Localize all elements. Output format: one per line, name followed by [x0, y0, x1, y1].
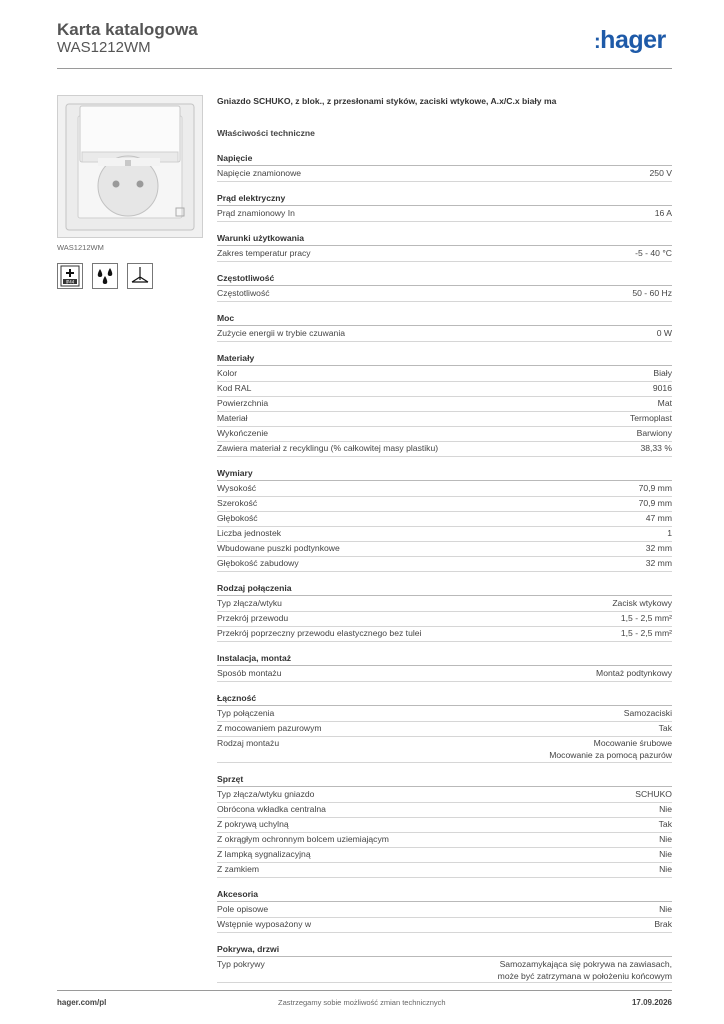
spec-value — [632, 287, 672, 299]
spec-row — [217, 167, 672, 182]
header-divider — [57, 68, 672, 69]
spec-value — [624, 707, 672, 719]
spec-value-line: -5 - 40 °C — [635, 248, 672, 258]
spec-value — [653, 382, 672, 394]
spec-value-line: Montaż podtynkowy — [596, 668, 672, 678]
spec-section — [217, 888, 672, 933]
spec-value-line: Nie — [659, 848, 672, 859]
spec-value — [646, 557, 672, 569]
spec-row — [217, 247, 672, 262]
ip-rating-icon — [57, 263, 83, 289]
spec-value-line: Nie — [659, 863, 672, 874]
spec-row — [217, 803, 672, 818]
spec-value-line: Tak — [658, 818, 672, 829]
spec-label: Zawiera materiał z recyklingu (% całkowitej masy plastiku) — [217, 443, 439, 453]
spec-section — [217, 232, 672, 262]
water-drops-icon — [92, 263, 118, 289]
spec-value — [659, 863, 672, 875]
certification-icons — [57, 263, 153, 289]
spec-value — [659, 833, 672, 845]
spec-value-line: 70,9 mm — [638, 498, 672, 508]
section-title: Łączność — [217, 692, 672, 706]
spec-value-line: Mocowanie za pomocą pazurów — [549, 750, 672, 760]
spec-value-line: Samozaciski — [623, 708, 672, 718]
spec-value — [646, 542, 672, 554]
spec-value — [667, 527, 672, 539]
section-title: Pokrywa, drzwi — [217, 943, 672, 957]
section-title: Rodzaj połączenia — [217, 582, 672, 596]
section-title: Częstotliwość — [217, 272, 672, 286]
spec-row — [217, 788, 672, 803]
spec-value-line: 32 mm — [645, 558, 672, 568]
footer-date: 17.09.2026 — [631, 998, 672, 1007]
product-image — [57, 95, 203, 238]
spec-value — [612, 597, 672, 609]
spec-row — [217, 527, 672, 542]
spec-section — [217, 467, 672, 572]
specifications — [217, 96, 672, 993]
spec-row — [217, 412, 672, 427]
spec-value-line: 50 - 60 Hz — [632, 288, 672, 298]
spec-section — [217, 652, 672, 682]
spec-value — [640, 442, 672, 454]
spec-label: Z okrągłym ochronnym bolcem uziemiającym — [217, 833, 389, 844]
spec-section — [217, 192, 672, 222]
flush-mount-icon — [127, 263, 153, 289]
spec-value-line: Barwiony — [636, 428, 672, 438]
spec-label: Szerokość — [217, 498, 258, 508]
spec-value — [637, 427, 672, 439]
spec-sections — [217, 152, 672, 983]
spec-row — [217, 397, 672, 412]
spec-row — [217, 207, 672, 222]
spec-label: Materiał — [217, 413, 248, 423]
spec-label: Wykończenie — [217, 428, 269, 438]
spec-label: Powierzchnia — [217, 398, 269, 408]
section-title: Instalacja, montaż — [217, 652, 672, 666]
ip-rating-label: IP44 — [65, 279, 75, 285]
spec-value — [659, 848, 672, 860]
spec-row — [217, 597, 672, 612]
spec-value — [658, 397, 672, 409]
spec-label: Wstępnie wyposażony w — [217, 918, 312, 929]
footer-website: hager.com/pl — [57, 998, 107, 1007]
spec-value-line: Biały — [653, 368, 672, 378]
spec-label: Z lampką sygnalizacyjną — [217, 848, 311, 859]
spec-value — [498, 958, 672, 982]
spec-value-line: Mocowanie śrubowe — [593, 738, 672, 748]
section-title: Napięcie — [217, 152, 672, 166]
spec-label: Głębokość — [217, 513, 258, 523]
spec-value-line: 9016 — [652, 383, 672, 393]
section-title: Moc — [217, 312, 672, 326]
spec-value-line: Nie — [659, 833, 672, 844]
spec-label: Z mocowaniem pazurowym — [217, 723, 322, 733]
spec-value — [621, 627, 672, 639]
spec-section — [217, 352, 672, 457]
spec-label: Wbudowane puszki podtynkowe — [217, 543, 340, 553]
spec-row — [217, 903, 672, 918]
spec-value — [653, 367, 672, 379]
spec-value — [630, 412, 672, 424]
spec-row — [217, 382, 672, 397]
spec-value-line: Samozamykająca się pokrywa na zawiasach, — [499, 958, 672, 969]
spec-value-line: 1,5 - 2,5 mm² — [620, 613, 672, 623]
spec-row — [217, 327, 672, 342]
spec-row — [217, 667, 672, 682]
spec-row — [217, 848, 672, 863]
spec-label: Zużycie energii w trybie czuwania — [217, 328, 346, 338]
spec-value-line: może być zatrzymana w położeniu końcowym — [497, 970, 672, 981]
spec-section — [217, 582, 672, 642]
spec-value-line: Mat — [657, 398, 672, 408]
spec-section — [217, 692, 672, 763]
spec-row — [217, 863, 672, 878]
spec-label: Pole opisowe — [217, 903, 269, 914]
spec-value — [639, 497, 672, 509]
section-title: Akcesoria — [217, 888, 672, 902]
product-code: WAS1212WM — [57, 39, 151, 56]
spec-row — [217, 427, 672, 442]
spec-label: Zakres temperatur pracy — [217, 248, 311, 258]
hager-logo: :hager — [594, 26, 666, 54]
spec-row — [217, 512, 672, 527]
spec-label: Z zamkiem — [217, 863, 260, 874]
spec-row — [217, 442, 672, 457]
spec-label: Z pokrywą uchylną — [217, 818, 289, 829]
spec-value — [646, 512, 672, 524]
footer-divider — [57, 990, 672, 991]
spec-value-line: Termoplast — [629, 413, 672, 423]
spec-value — [654, 918, 672, 930]
properties-heading: Właściwości techniczne — [217, 128, 315, 138]
spec-value-line: 32 mm — [645, 543, 672, 553]
spec-row — [217, 367, 672, 382]
spec-value — [657, 327, 672, 339]
spec-value — [655, 207, 672, 219]
spec-value — [659, 818, 672, 830]
spec-label: Napięcie znamionowe — [217, 168, 302, 178]
spec-row — [217, 542, 672, 557]
spec-label: Wysokość — [217, 483, 257, 493]
spec-section — [217, 152, 672, 182]
spec-label: Rodzaj montażu — [217, 738, 280, 748]
product-description: Gniazdo SCHUKO, z blok., z przesłonami styków, zaciski wtykowe, A.x/C.x biały ma — [217, 96, 557, 106]
spec-value-line: 250 V — [649, 168, 672, 178]
spec-value-line: 38,33 % — [640, 443, 672, 453]
spec-section — [217, 272, 672, 302]
spec-label: Liczba jednostek — [217, 528, 282, 538]
spec-row — [217, 833, 672, 848]
image-caption: WAS1212WM — [57, 243, 104, 252]
spec-label: Sposób montażu — [217, 668, 282, 678]
spec-value-line: 1,5 - 2,5 mm² — [620, 628, 672, 638]
spec-label: Częstotliwość — [217, 288, 270, 298]
spec-row — [217, 287, 672, 302]
spec-value — [635, 788, 672, 800]
spec-value — [549, 737, 672, 761]
spec-label: Typ połączenia — [217, 708, 275, 718]
spec-value — [650, 167, 672, 179]
spec-value-line: 47 mm — [645, 513, 672, 523]
spec-row — [217, 627, 672, 642]
section-title: Prąd elektryczny — [217, 192, 672, 206]
spec-label: Prąd znamionowy In — [217, 208, 295, 218]
spec-value — [596, 667, 672, 679]
document-title: Karta katalogowa — [57, 20, 198, 39]
spec-label: Przekrój przewodu — [217, 613, 289, 623]
spec-value — [659, 722, 672, 734]
spec-value — [635, 247, 672, 259]
spec-label: Typ pokrywy — [217, 958, 265, 969]
section-title: Wymiary — [217, 467, 672, 481]
spec-row — [217, 482, 672, 497]
spec-row — [217, 722, 672, 737]
spec-value-line: Brak — [654, 918, 672, 929]
spec-value-line: 16 A — [654, 208, 672, 218]
spec-row — [217, 557, 672, 572]
spec-label: Typ złącza/wtyku gniazdo — [217, 788, 315, 799]
section-title: Sprzęt — [217, 773, 672, 787]
brand-name: hager — [600, 26, 666, 54]
spec-label: Kod RAL — [217, 383, 252, 393]
spec-value — [659, 803, 672, 815]
spec-value-line: SCHUKO — [635, 788, 672, 799]
spec-row — [217, 612, 672, 627]
spec-section — [217, 943, 672, 984]
footer-disclaimer: Zastrzegamy sobie możliwość zmian technicznych — [278, 998, 446, 1007]
spec-row — [217, 497, 672, 512]
spec-value — [621, 612, 672, 624]
spec-row — [217, 737, 672, 763]
spec-label: Obrócona wkładka centralna — [217, 803, 326, 814]
spec-label: Przekrój poprzeczny przewodu elastycznego bez tulei — [217, 628, 422, 638]
spec-value — [659, 903, 672, 915]
spec-value-line: Nie — [659, 803, 672, 814]
section-title: Warunki użytkowania — [217, 232, 672, 246]
spec-section — [217, 773, 672, 878]
spec-value-line: Tak — [658, 723, 672, 733]
spec-row — [217, 818, 672, 833]
spec-row — [217, 958, 672, 984]
spec-row — [217, 707, 672, 722]
spec-section — [217, 312, 672, 342]
spec-value-line: Zacisk wtykowy — [612, 598, 672, 608]
spec-value — [639, 482, 672, 494]
spec-label: Kolor — [217, 368, 238, 378]
spec-value-line: 70,9 mm — [638, 483, 672, 493]
spec-value-line: Nie — [659, 903, 672, 914]
section-title: Materiały — [217, 352, 672, 366]
spec-label: Typ złącza/wtyku — [217, 598, 282, 608]
spec-label: Głębokość zabudowy — [217, 558, 299, 568]
spec-value-line: 1 — [667, 528, 672, 538]
spec-row — [217, 918, 672, 933]
spec-value-line: 0 W — [656, 328, 672, 338]
